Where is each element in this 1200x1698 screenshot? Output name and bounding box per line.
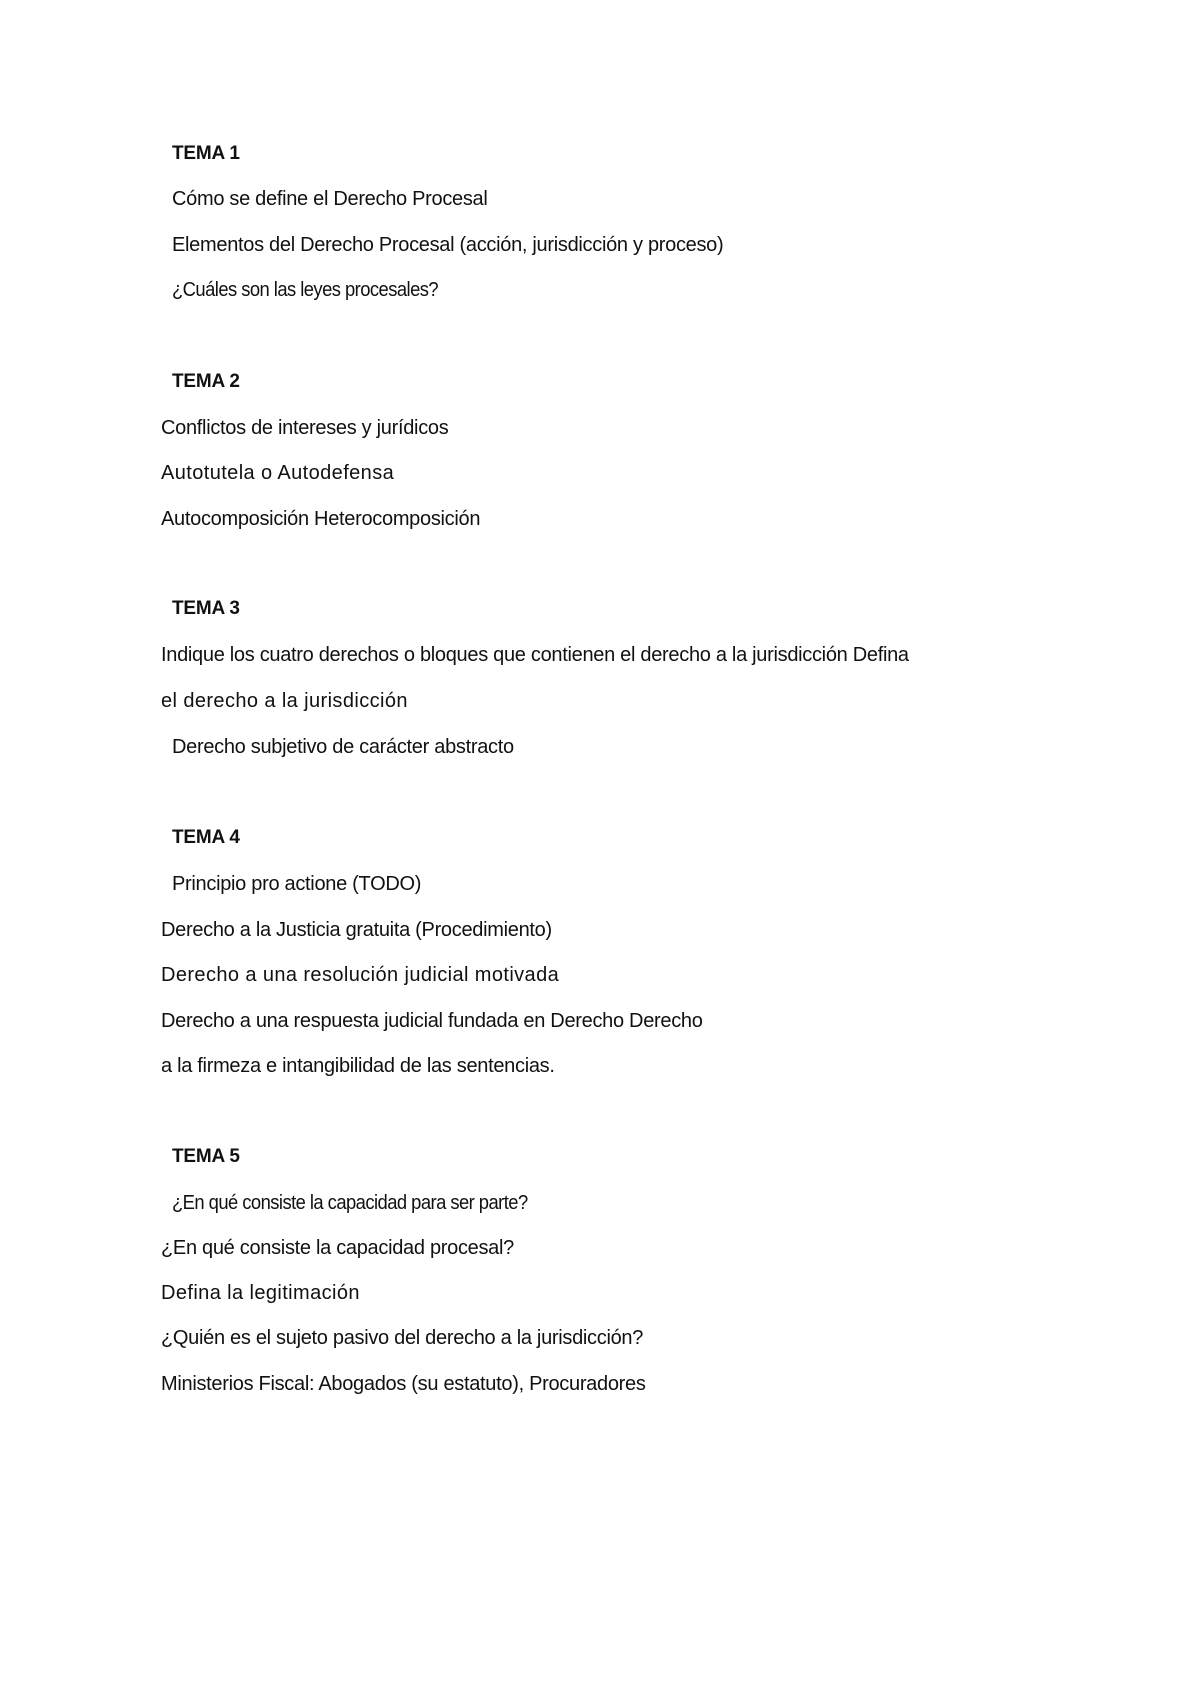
section-line: Derecho subjetivo de carácter abstracto [172,736,514,758]
section-heading: TEMA 5 [172,1146,240,1167]
section-heading: TEMA 4 [172,827,240,848]
section-line: ¿En qué consiste la capacidad para ser parte? [172,1192,528,1214]
section-line: Ministerios Fiscal: Abogados (su estatuto), Procuradores [161,1373,646,1395]
section-line: ¿En qué consiste la capacidad procesal? [161,1237,514,1259]
section-line: Autotutela o Autodefensa [161,462,395,484]
section-heading: TEMA 2 [172,371,240,392]
section-heading: TEMA 3 [172,598,240,619]
section-line: Elementos del Derecho Procesal (acción, jurisdicción y proceso) [172,234,724,256]
section-line: Indique los cuatro derechos o bloques que contienen el derecho a la jurisdicción Defina [161,644,909,666]
section-line: Autocomposición Heterocomposición [161,508,481,530]
section-line: Conflictos de intereses y jurídicos [161,417,449,439]
section-line: Derecho a una respuesta judicial fundada en Derecho Derecho [161,1010,703,1032]
section-line: Derecho a una resolución judicial motivada [161,964,560,986]
section-line: Cómo se define el Derecho Procesal [172,188,488,210]
section-line: Principio pro actione (TODO) [172,873,422,895]
section-line: ¿Cuáles son las leyes procesales? [172,279,439,301]
section-heading: TEMA 1 [172,143,240,164]
section-line: Derecho a la Justicia gratuita (Procedimiento) [161,919,552,941]
section-line: el derecho a la jurisdicción [161,690,408,712]
section-line: ¿Quién es el sujeto pasivo del derecho a la jurisdicción? [161,1327,644,1349]
section-line: Defina la legitimación [161,1282,360,1304]
section-line: a la firmeza e intangibilidad de las sentencias. [161,1055,555,1077]
